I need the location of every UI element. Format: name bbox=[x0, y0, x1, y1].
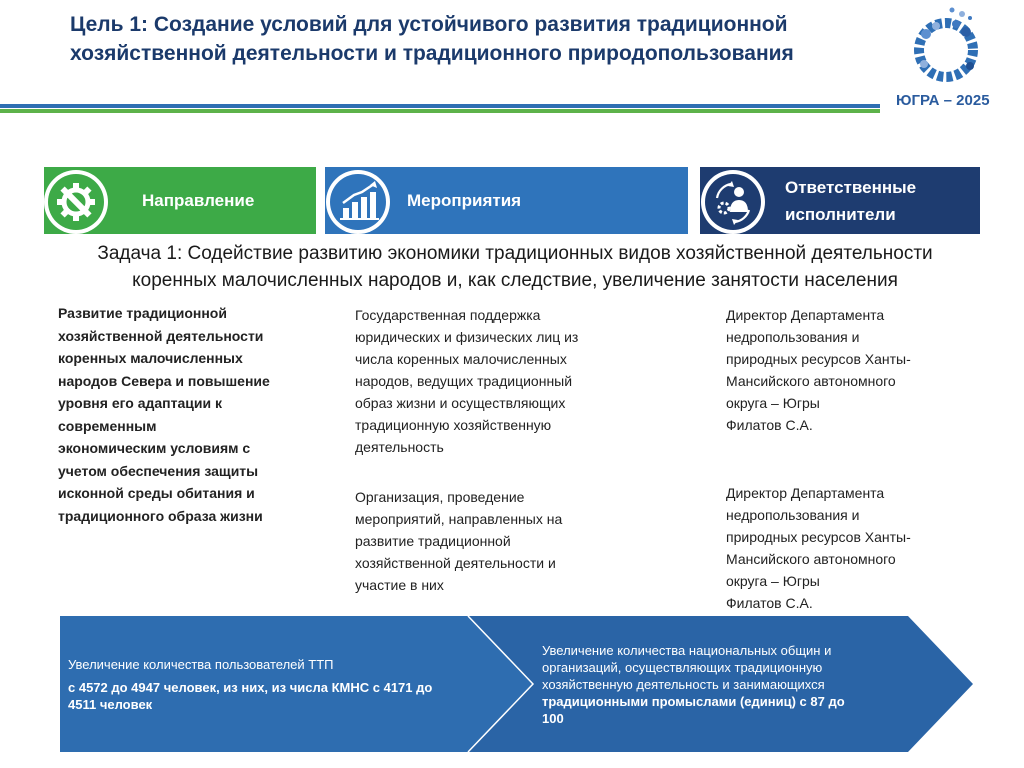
direction-line: исконной среды обитания и bbox=[58, 485, 255, 501]
title-line-2: хозяйственной деятельности и традиционного природопользования bbox=[70, 42, 794, 65]
direction-line: экономическим условиям с bbox=[58, 440, 251, 456]
indicator-right-text bbox=[542, 642, 845, 727]
responsible-line: округа – Югры bbox=[726, 395, 820, 411]
responsible-line: Директор Департамента bbox=[726, 485, 885, 501]
measure-line: мероприятий, направленных на bbox=[355, 511, 563, 527]
measure-line: участие в них bbox=[355, 577, 444, 593]
direction-line: коренных малочисленных bbox=[58, 350, 243, 366]
responsible-line: Филатов С.А. bbox=[726, 417, 813, 433]
band-measures-label: Мероприятия bbox=[407, 191, 522, 210]
measure-line: числа коренных малочисленных bbox=[355, 351, 567, 367]
measure-line: народов, ведущих традиционный bbox=[355, 373, 573, 389]
responsible-line: Мансийского автономного bbox=[726, 373, 896, 389]
measure-line: Государственная поддержка bbox=[355, 307, 541, 323]
indicator-right-line: традиционными промыслами (единиц) с 87 до bbox=[542, 694, 845, 709]
direction-line: учетом обеспечения защиты bbox=[58, 462, 259, 479]
indicator-right-line: 100 bbox=[542, 711, 564, 726]
responsible-line: Мансийского автономного bbox=[726, 551, 896, 567]
responsible-line: Директор Департамента bbox=[726, 307, 885, 323]
band-responsible-label-2: исполнители bbox=[785, 205, 896, 224]
measure-line: юридических и физических лиц из bbox=[355, 329, 579, 345]
measure-line: деятельность bbox=[355, 439, 444, 455]
measure-line: хозяйственной деятельности и bbox=[355, 555, 556, 571]
indicator-left-text bbox=[68, 656, 432, 713]
measure-line: развитие традиционной bbox=[355, 533, 511, 549]
responsible-line: природных ресурсов Ханты- bbox=[726, 351, 911, 367]
indicator-left-line-2: с 4572 до 4947 человек, из них, из числа КМНС с 4171 до bbox=[68, 680, 433, 695]
task-line-1: Задача 1: Содействие развитию экономики традиционных видов хозяйственной деятельности bbox=[97, 243, 933, 264]
title-line-1: Цель 1: Создание условий для устойчивого развития традиционной bbox=[70, 13, 788, 36]
indicator-left-line-1: Увеличение количества пользователей ТТП bbox=[68, 657, 334, 672]
band-responsible-label-1: Ответственные bbox=[785, 178, 917, 197]
direction-line: уровня его адаптации к bbox=[58, 395, 222, 411]
direction-line: хозяйственной деятельности bbox=[58, 327, 264, 344]
band-direction-label: Направление bbox=[142, 191, 255, 210]
indicator-right-line: хозяйственную деятельность и занимающихся bbox=[542, 677, 825, 692]
direction-line: Развитие традиционной bbox=[58, 305, 227, 321]
indicator-right-line: организаций, осуществляющих традиционную bbox=[542, 660, 823, 675]
measure-line: Организация, проведение bbox=[355, 489, 525, 505]
indicator-left-line-3: 4511 человек bbox=[68, 697, 153, 712]
direction-line: традиционного образа жизни bbox=[58, 507, 263, 524]
direction-line: народов Севера и повышение bbox=[58, 372, 270, 389]
responsible-line: природных ресурсов Ханты- bbox=[726, 529, 911, 545]
measure-line: традиционную хозяйственную bbox=[355, 417, 552, 433]
responsible-line: недропользования и bbox=[726, 329, 860, 345]
indicator-right-line: Увеличение количества национальных общин и bbox=[542, 643, 832, 658]
responsible-line: недропользования и bbox=[726, 507, 860, 523]
responsible-line: округа – Югры bbox=[726, 573, 820, 589]
responsible-line: Филатов С.А. bbox=[726, 595, 813, 611]
brand-label: ЮГРА – 2025 bbox=[896, 92, 990, 109]
direction-line: современным bbox=[58, 417, 157, 434]
task-line-2: коренных малочисленных народов и, как следствие, увеличение занятости населения bbox=[132, 270, 898, 291]
measure-line: образ жизни и осуществляющих bbox=[355, 395, 566, 411]
